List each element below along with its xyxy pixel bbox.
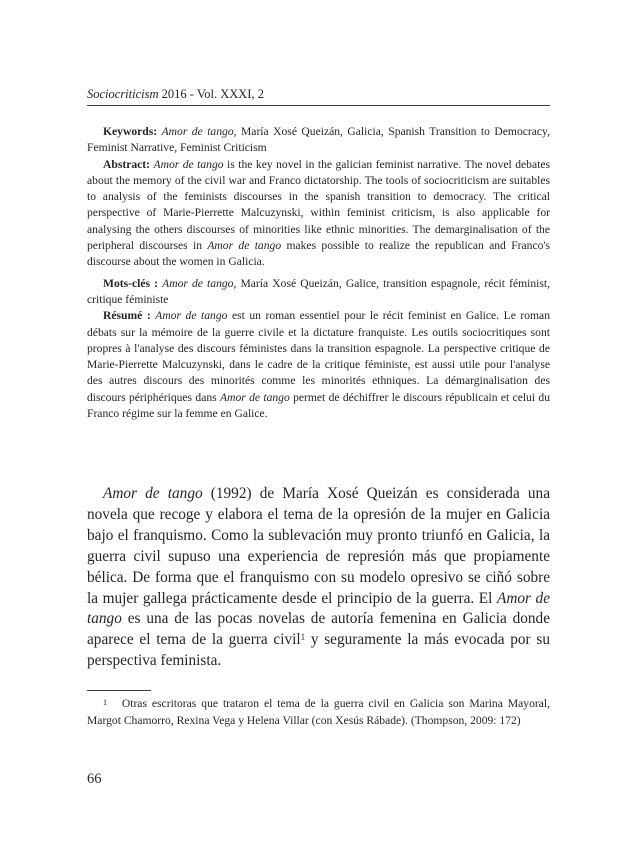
resume-text-1: est un roman essentiel pour le récit feminist en Galice. Le roman débats sur la mémoire de la guerre civile et la dictature franquiste. Les outils sociocritiques sont propres à l'analyse des discours féministes dans la transition espagnole. La perspective critique de Marie-Pierrette Malcuzynski, dans le cadre de la critique féministe, est aussi utile pour l'analyse des autres discours des minorités comme les minorités ethniques. La démarginalisation des discours périphériques dans: [87, 309, 550, 404]
abstracts-block: [87, 124, 550, 422]
resume-title: Amor de tango: [155, 309, 228, 323]
abstract-label: Abstract:: [103, 157, 151, 171]
motscles-paragraph: [87, 276, 550, 309]
body-text-1: (1992) de María Xosé Queizán es considerada una novela que recoge y elabora el tema de la opresión de la mujer en Galicia bajo el franquismo. Como la sublevación muy pronto triunfó en Galicia, la guerra civil supuso una experiencia de represión más que propiamente bélica. De forma que el franquismo con su modelo opresivo se ciñó sobre la mujer gallega prácticamente desde el principio de la guerra. El: [87, 485, 550, 607]
keywords-text: , María Xosé Queizán, Galicia, Spanish Transition to Democracy, Feminist Narrative, Feminist Criticism: [87, 125, 550, 155]
keywords-title: Amor de tango: [161, 125, 234, 138]
body-paragraph: [87, 484, 550, 672]
body-title: Amor de tango: [103, 485, 203, 502]
body-text: [87, 484, 550, 672]
keywords-label: Keywords:: [103, 125, 158, 138]
body-title-2: Amor de tango: [87, 589, 550, 628]
journal-name: Sociocriticism: [87, 87, 159, 101]
body-text-2: es una de las pocas novelas de autoría femenina en Galicia donde aparece el tema de la guerra civil: [87, 610, 550, 649]
abstract-title-2: Amor de tango: [207, 239, 282, 253]
abstract-title: Amor de tango: [153, 157, 224, 171]
footnote-text: Otras escritoras que trataron el tema de la guerra civil en Galicia son Marina Mayoral, Margot Chamorro, Rexina Vega y Helena Villar (con Xesús Rábade). (Thompson, 2009: 172): [87, 697, 550, 727]
abstract-paragraph: [87, 157, 550, 271]
motscles-label: Mots-clés :: [103, 276, 158, 290]
motscles-text: , María Xosé Queizán, Galice, transition espagnole, récit féminist, critique féministe: [87, 276, 551, 306]
abstract-text-2: makes possible to realize the republican and Franco's discourse about the women in Galicia.: [87, 239, 550, 269]
keywords-paragraph: [87, 124, 550, 157]
footnote: [87, 696, 550, 729]
footnote-mark: 1: [103, 698, 107, 707]
resume-paragraph: [87, 308, 550, 422]
abstract-text-1: is the key novel in the galician feminist narrative. The novel debates about the memory of the civil war and Franco dictatorship. The tools of sociocriticism are suitables to analysis of the feminists discourses in the spanish transition to democracy. The critical perspective of Marie-Pierrette Malcuzynski, within feminist criticism, is also applicable for analysing the others discourses of minorities like ethnic minorities. The demarginalisation of the peripheral discourses in: [87, 157, 550, 253]
journal-volume: 2016 - Vol. XXXI, 2: [158, 87, 264, 101]
resume-title-2: Amor de tango: [219, 390, 290, 404]
resume-text-2: permet de déchiffrer le discours républicain et celui du Franco régime sur la femme en Galice.: [87, 390, 550, 421]
body-text-3: y seguramente la más evocada por su perspectiva feminista.: [87, 631, 550, 670]
resume-label: Résumé :: [103, 309, 151, 323]
running-header: [87, 86, 550, 106]
footnote-reference[interactable]: 1: [300, 632, 306, 643]
footnote-rule: [87, 690, 151, 691]
motscles-title: Amor de tango: [162, 276, 234, 290]
footnote-paragraph: [87, 696, 550, 729]
page-number: 66: [87, 771, 102, 787]
